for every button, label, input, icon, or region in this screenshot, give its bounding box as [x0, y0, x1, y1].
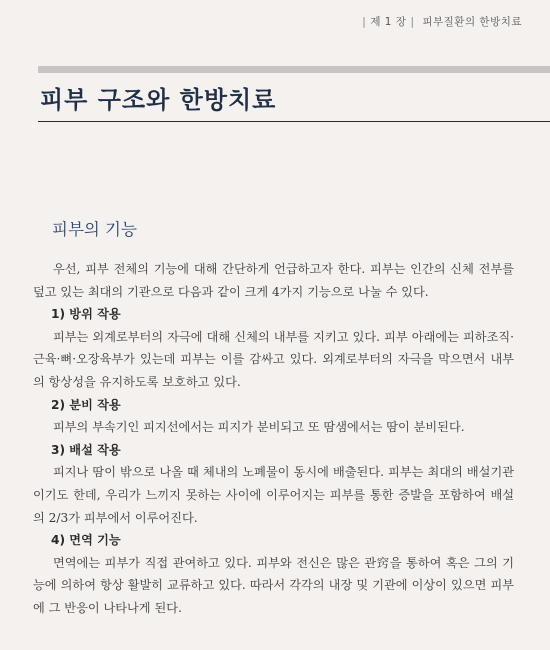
- subsection-text-secretion: 피부의 부속기인 피지선에서는 피지가 분비되고 또 땀샘에서는 땀이 분비된다.: [53, 420, 465, 435]
- intro-paragraph: 우선, 피부 전체의 기능에 대해 간단하게 언급하고자 한다. 피부는 인간의 신체 전부를 덮고 있는 최대의 기관으로 다음과 같이 크게 4가지 기능으로 나눌 수 있다.: [33, 262, 514, 299]
- subsection-text-defense: 피부는 외계로부터의 자극에 대해 신체의 내부를 지키고 있다. 피부 아래에는 피하조직·근육·뼈·오장육부가 있는데 피부는 이를 감싸고 있다. 외계로부터의 자극을 막으면서 내부의 항상성을 유지하도록 보호하고 있다.: [33, 329, 514, 389]
- header-chapter: 제 1 장: [370, 16, 407, 28]
- subsection-text-excretion: 피지나 땀이 밖으로 나올 때 체내의 노폐물이 동시에 배출된다. 피부는 최대의 배설기관이기도 한데, 우리가 느끼지 못하는 사이에 이루어지는 피부를 통한 증발을 포함하여 배설의 2/3가 피부에서 이루어진다.: [33, 465, 514, 525]
- chapter-underline: [38, 121, 550, 122]
- body-text: [33, 258, 514, 620]
- subsection-heading-defense: 1) 방위 작용: [51, 307, 121, 322]
- subsection-text-immunity: 면역에는 피부가 직접 관여하고 있다. 피부와 전신은 많은 관窍을 통하여 혹은 그의 기능에 의하여 항상 활발히 교류하고 있다. 따라서 각각의 내장 및 기관에 이상이 있으면 피부에 그 반응이 나타나게 된다.: [33, 555, 514, 615]
- section-title: 피부의 기능: [52, 220, 137, 239]
- chapter-title: 피부 구조와 한방치료: [40, 86, 277, 114]
- subsection-heading-immunity: 4) 면역 기능: [51, 533, 121, 548]
- header-divider: |: [410, 16, 415, 28]
- subsection-heading-secretion: 2) 분비 작용: [51, 397, 121, 412]
- header-title: 피부질환의 한방치료: [422, 16, 522, 28]
- chapter-rule: [38, 66, 550, 73]
- subsection-heading-excretion: 3) 배설 작용: [51, 442, 121, 457]
- header-divider: |: [362, 16, 367, 28]
- running-header: [358, 14, 522, 29]
